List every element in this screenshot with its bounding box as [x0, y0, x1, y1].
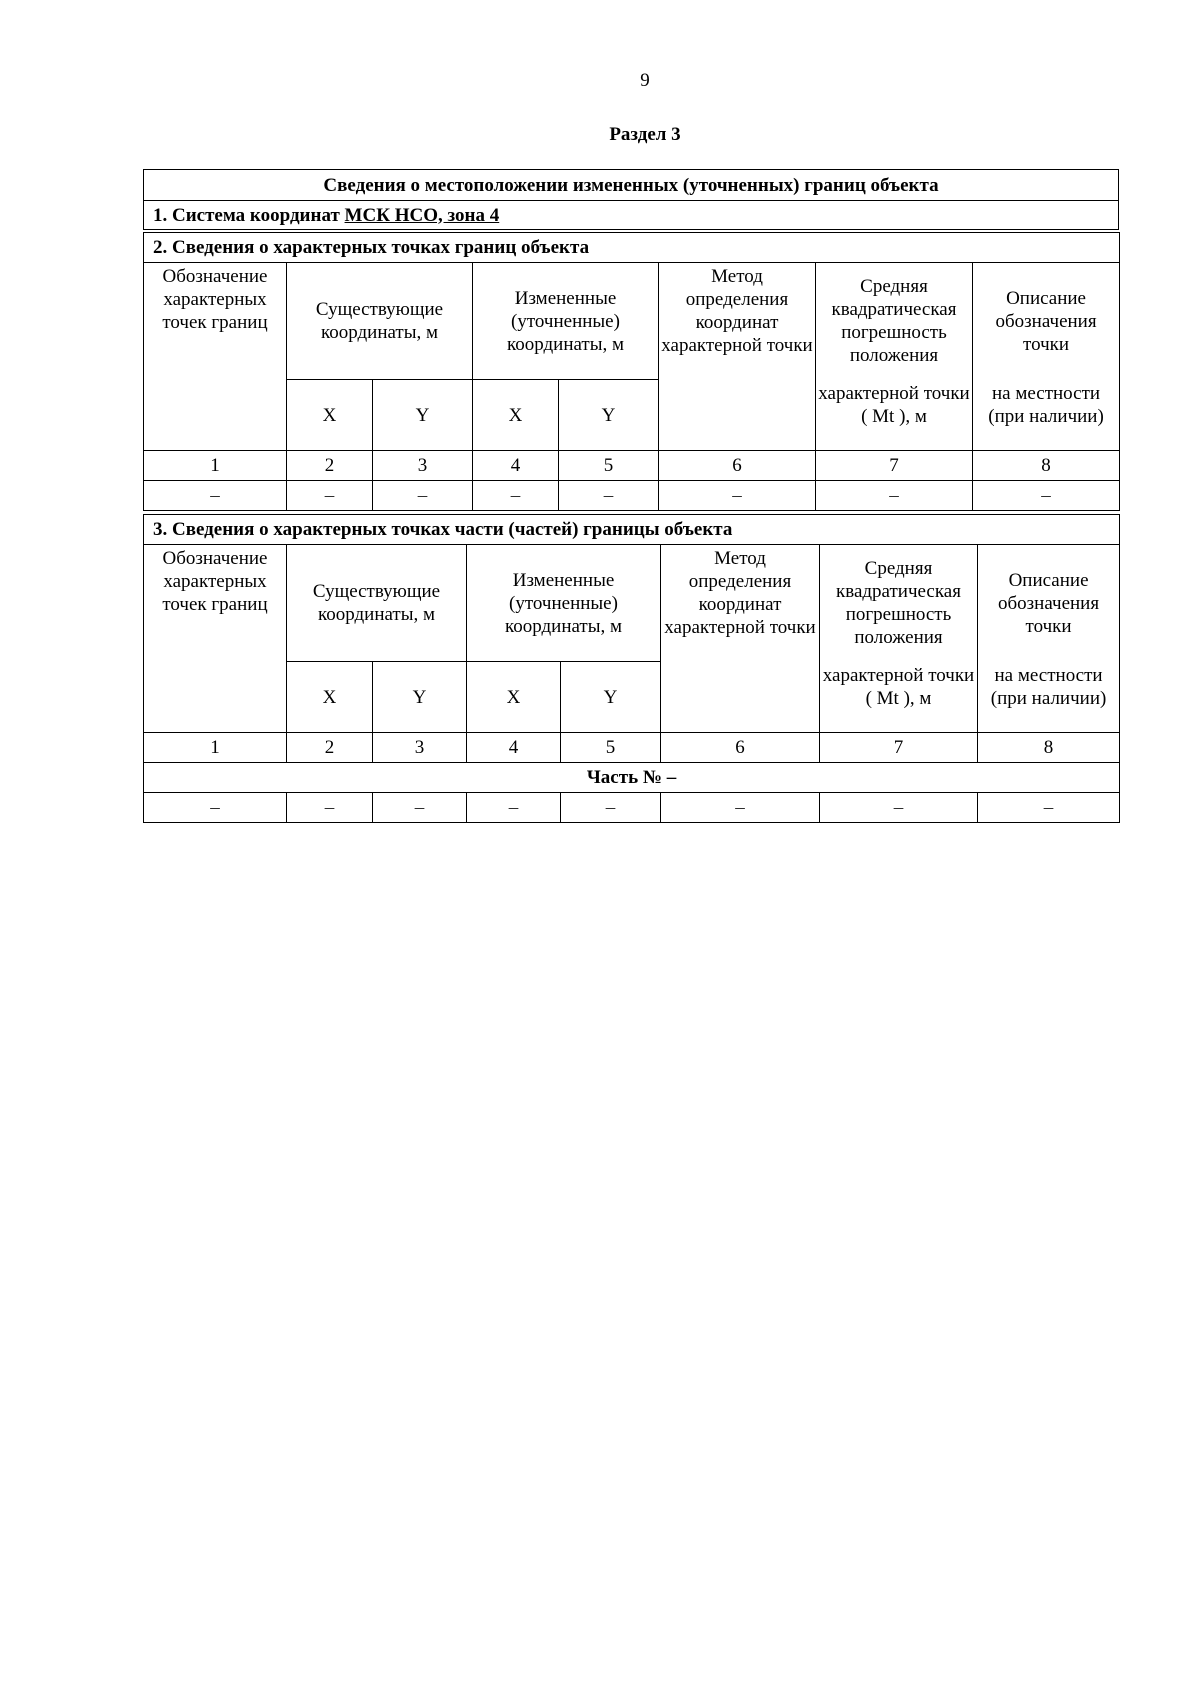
col-error-header-top: Средняя квадратическая погрешность положения: [816, 263, 973, 380]
col-method-header: Метод определения координат характерной точки: [661, 545, 820, 733]
column-number: 2: [287, 733, 373, 763]
col-error-header-top: Средняя квадратическая погрешность положения: [820, 545, 978, 662]
col-existing-y: Y: [373, 380, 473, 451]
column-number: 4: [473, 451, 559, 481]
col-error-header-bottom: характерной точки ( Mt ), м: [816, 380, 973, 451]
section2-title: 2. Сведения о характерных точках границ объекта: [144, 233, 1120, 263]
col-changed-x: X: [467, 662, 561, 733]
column-number: 1: [144, 451, 287, 481]
table-cell: –: [978, 793, 1120, 823]
table-cell: –: [973, 481, 1120, 511]
page-number: 9: [640, 70, 650, 91]
col-point-designation-header: Обозначение характерных точек границ: [144, 263, 287, 451]
column-number: 2: [287, 451, 373, 481]
header-table: [143, 169, 1119, 230]
col-description-header-top: Описание обозначения точки: [973, 263, 1120, 380]
table-cell: –: [659, 481, 816, 511]
column-number: 5: [559, 451, 659, 481]
table-cell: –: [467, 793, 561, 823]
part-label: Часть № –: [144, 763, 1120, 793]
table-cell: –: [287, 793, 373, 823]
section3-title: 3. Сведения о характерных точках части (частей) границы объекта: [144, 515, 1120, 545]
col-existing-y: Y: [373, 662, 467, 733]
table-cell: –: [473, 481, 559, 511]
table-cell: –: [820, 793, 978, 823]
table-cell: –: [561, 793, 661, 823]
col-description-header-bottom: на местности (при наличии): [978, 662, 1120, 733]
col-error-header-bottom: характерной точки ( Mt ), м: [820, 662, 978, 733]
coordinate-system-label: 1. Система координат: [153, 204, 340, 226]
col-method-header: Метод определения координат характерной точки: [659, 263, 816, 451]
table-cell: –: [373, 793, 467, 823]
col-changed-x: X: [473, 380, 559, 451]
column-number: 6: [659, 451, 816, 481]
table-cell: –: [373, 481, 473, 511]
col-changed-coords-header: Измененные (уточненные) координаты, м: [473, 263, 659, 380]
coordinate-system-value: МСК НСО, зона 4: [344, 204, 500, 226]
col-changed-y: Y: [561, 662, 661, 733]
col-point-designation-header: Обозначение характерных точек границ: [144, 545, 287, 733]
col-existing-coords-header: Существующие координаты, м: [287, 545, 467, 662]
main-title: Сведения о местоположении измененных (уточненных) границ объекта: [144, 170, 1119, 201]
table-cell: –: [816, 481, 973, 511]
column-number: 1: [144, 733, 287, 763]
col-existing-coords-header: Существующие координаты, м: [287, 263, 473, 380]
section3-table: [143, 514, 1120, 823]
col-description-header-top: Описание обозначения точки: [978, 545, 1120, 662]
col-description-header-bottom: на местности (при наличии): [973, 380, 1120, 451]
column-number: 8: [978, 733, 1120, 763]
table-cell: –: [144, 793, 287, 823]
column-number: 7: [820, 733, 978, 763]
col-changed-coords-header: Измененные (уточненные) координаты, м: [467, 545, 661, 662]
table-cell: –: [559, 481, 659, 511]
column-number: 7: [816, 451, 973, 481]
col-changed-y: Y: [559, 380, 659, 451]
column-number: 4: [467, 733, 561, 763]
section2-table: [143, 232, 1120, 511]
table-cell: –: [144, 481, 287, 511]
table-cell: –: [287, 481, 373, 511]
column-number: 5: [561, 733, 661, 763]
column-number: 3: [373, 451, 473, 481]
column-number: 8: [973, 451, 1120, 481]
col-existing-x: X: [287, 380, 373, 451]
column-number: 3: [373, 733, 467, 763]
column-number: 6: [661, 733, 820, 763]
coordinate-system-row: [144, 201, 1119, 230]
section-title: Раздел 3: [609, 124, 681, 145]
col-existing-x: X: [287, 662, 373, 733]
table-cell: –: [661, 793, 820, 823]
